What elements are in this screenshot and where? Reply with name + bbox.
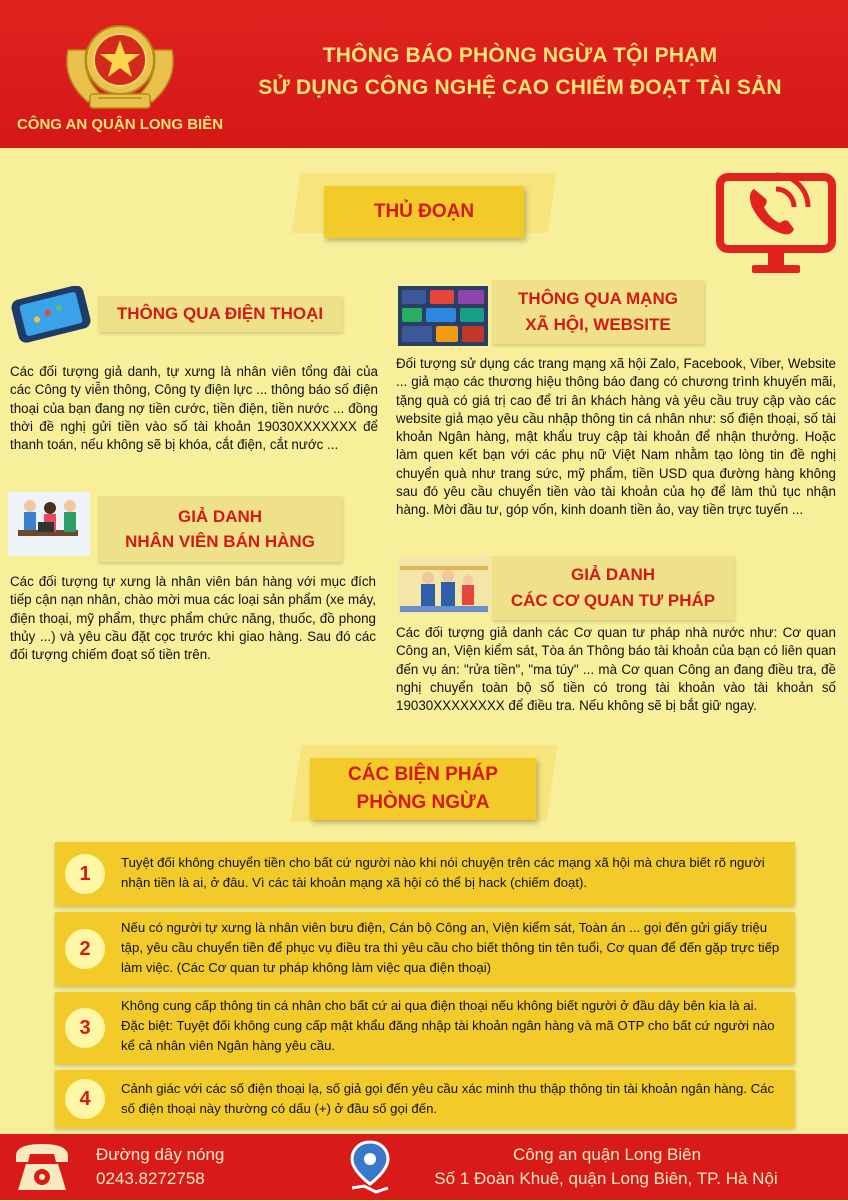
method-title-phone: [98, 296, 342, 332]
method-text-social: Đối tượng sử dụng các trang mạng xã hội Zalo, Facebook, Viber, Website ... giả mạo các thương hiệu thông báo đang có chương trình khuyến mãi, tặng quà có giá trị cao để tri ân khách hàng và yêu cầu truy cập vào các website giả mạo yêu cầu nhập thông tin cá nhân như: số điện thoại, số tài khoản Ngân hàng, mật khẩu truy cập tài khoản để nhận thưởng. Hoặc làm quen kết bạn với các phụ nữ Việt Nam nhằm tạo lòng tin đề nghị chuyển quà như trang sức, mỹ phẩm, tiền USD qua đường hàng không sau đó yêu cầu chuyển tiền vào tài khoản của họ để làm thủ tục nhận hàng. Mời đầu tư, góp vốn, kinh doanh tiền ảo, vay tiền trực tuyến ...: [396, 356, 836, 518]
method-title-phone-text: THÔNG QUA ĐIỆN THOẠI: [116, 304, 324, 323]
hotline-number: 0243.8272758: [96, 1169, 205, 1188]
measure-text-4: Cảnh giác với các số điện thoại lạ, số giả gọi đến yêu cầu xác minh thu thập thông tin tài khoản ngân hàng. Các số điện thoại này thường có dấu (+) ở đầu số gọi đến.: [121, 1081, 775, 1116]
measure-item-4: [55, 1070, 795, 1128]
location-pin-icon: [346, 1140, 394, 1196]
hotline-label: Đường dây nóng: [96, 1145, 225, 1164]
method-title-judicial-line1: GIẢ DANH: [570, 565, 656, 584]
method-title-social: [492, 280, 704, 344]
sales-people-icon: [8, 492, 90, 556]
phone-monitor-icon: [714, 155, 838, 279]
method-title-judicial: [492, 556, 734, 620]
measure-text-2: Nếu có người tự xưng là nhân viên bưu điện, Cán bộ Công an, Viện kiểm sát, Toàn án ... gọi đến gửi giấy triệu tập, yêu cầu chuyển tiền để phục vụ điều tra thì yêu cầu cho biết thông tin tên tuổi, Cơ quan để đến gặp trực tiếp làm việc. (Các Cơ quan tư pháp không làm việc qua điện thoại): [121, 920, 780, 975]
measure-number-1: 1: [65, 854, 105, 894]
office-name: Công an quận Long Biên: [512, 1145, 702, 1164]
measure-item-1: [55, 842, 795, 906]
measure-item-3: [55, 992, 795, 1064]
method-title-sales-line2: NHÂN VIÊN BÁN HÀNG: [125, 532, 315, 551]
police-officers-icon: [398, 556, 490, 614]
telephone-icon: [12, 1140, 72, 1194]
section-title-methods-text: THỦ ĐOẠN: [373, 201, 475, 222]
section-title-prevention-line2: PHÒNG NGỪA: [356, 792, 490, 813]
section-title-prevention-line1: CÁC BIỆN PHÁP: [348, 764, 498, 785]
method-title-social-line2: XÃ HỘI, WEBSITE: [525, 315, 671, 334]
method-text-phone: Các đối tượng giả danh, tự xưng là nhân viên tổng đài của các Công ty viễn thông, Công ty điện lực ... thông báo số điện thoại của bạn đang nợ tiền cước, tiền điện, tiền nước ... đồng thời đề nghị gửi tiền vào số tài khoản 19030XXXXXXX để thanh toán, nếu không sẽ bị khóa, cắt điện, cắt nước ...: [10, 364, 378, 453]
method-text-judicial: Các đối tượng giả danh các Cơ quan tư pháp nhà nước như: Cơ quan Công an, Viện kiểm sát, Tòa án Thông báo tài khoản của bạn có liên quan đến vụ án: "rửa tiền", "ma túy" ... mà Cơ quan Công an đang điều tra, đề nghị chuyển toàn bộ số tiền có trong tài khoản vào tài khoản số 19030XXXXXXXX để điều tra. Nếu không sẽ bị bắt giữ ngay.: [396, 625, 836, 714]
police-emblem-icon: [60, 10, 180, 115]
method-title-judicial-line2: CÁC CƠ QUAN TƯ PHÁP: [510, 591, 716, 610]
section-title-prevention: [310, 758, 536, 820]
org-name: CÔNG AN QUẬN LONG BIÊN: [16, 116, 224, 133]
measure-number-3: 3: [65, 1008, 105, 1048]
smartphone-icon: [8, 286, 94, 346]
social-keyboard-icon: [398, 286, 488, 346]
page-title-line1: THÔNG BÁO PHÒNG NGỪA TỘI PHẠM: [322, 44, 718, 67]
method-title-sales-line1: GIẢ DANH: [177, 507, 263, 526]
office-address: Số 1 Đoàn Khuê, quận Long Biên, TP. Hà Nội: [434, 1169, 778, 1188]
method-text-sales: Các đối tượng tự xưng là nhân viên bán hàng với mục đích tiếp cận nạn nhân, chào mời mua các loại sản phẩm (xe máy, điện thoại, mỹ phẩm, thực phẩm chức năng, thuốc, đồ phong thủy ...) và yêu cầu đặt cọc trước khi giao hàng. Sau đó các đối tượng chiếm đoạt số tiền trên.: [10, 574, 376, 663]
measure-number-2: 2: [65, 929, 105, 969]
page-title-line2: SỬ DỤNG CÔNG NGHỆ CAO CHIẾM ĐOẠT TÀI SẢN: [258, 76, 782, 99]
section-title-methods: [324, 186, 524, 238]
measure-number-4: 4: [65, 1079, 105, 1119]
method-title-social-line1: THÔNG QUA MẠNG: [518, 289, 678, 308]
measure-text-1: Tuyệt đối không chuyển tiền cho bất cứ người nào khi nói chuyện trên các mạng xã hội mà chưa biết rõ người nhận tiền là ai, ở đâu. Vì các tài khoản mạng xã hội có thể bị hack (chiếm đoạt).: [121, 855, 765, 890]
measure-item-2: [55, 912, 795, 986]
method-title-sales: [98, 496, 342, 562]
measure-text-3: Không cung cấp thông tin cá nhân cho bất cứ ai qua điện thoại nếu không biết người ở đầu dây bên kia là ai. Đặc biệt: Tuyệt đối không cung cấp mật khẩu đăng nhập tài khoản ngân hàng và mã OTP cho bất cứ người nào kể cả nhân viên Ngân hàng yêu cầu.: [121, 998, 775, 1053]
